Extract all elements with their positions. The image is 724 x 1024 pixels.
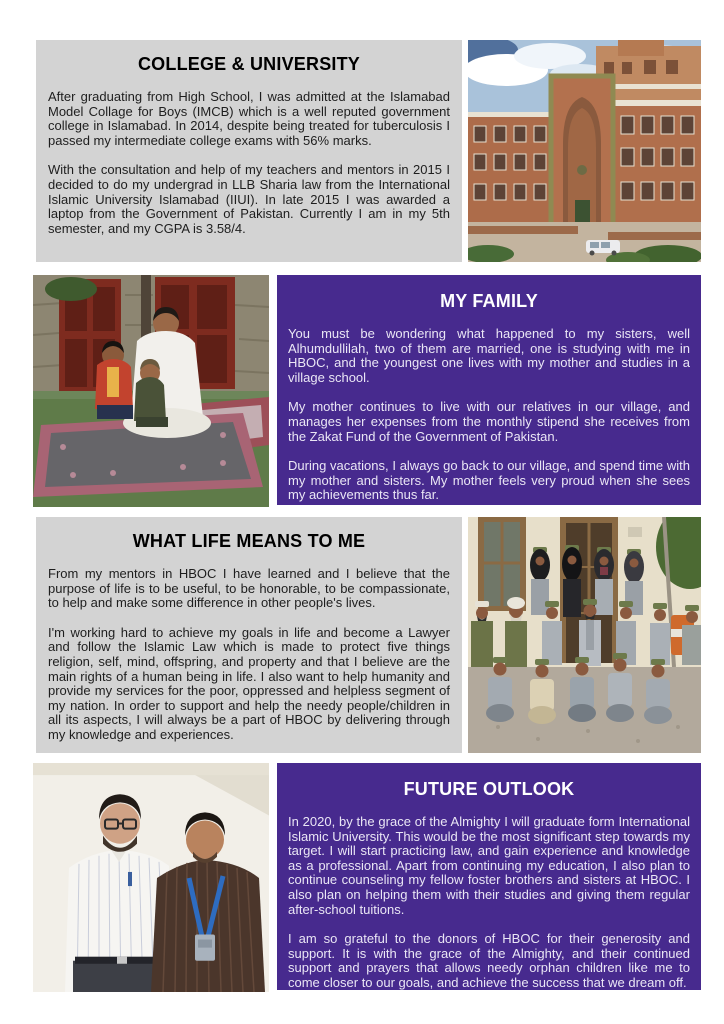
family-photo <box>33 275 269 507</box>
two-students-photo <box>33 763 269 992</box>
paragraph: With the consultation and help of my teachers and mentors in 2015 I decided to do my undergrad in LLB Sharia law from the International Islamic University Islamabad (IIUI). In late 2015 I was awarded a laptop from the Government of Pakistan. Currently I am in my 5th semester, and my CGPA is 3.58/4. <box>48 162 450 236</box>
section-title: FUTURE OUTLOOK <box>403 779 575 799</box>
paragraph: My mother continues to live with our relatives in our village, and manages her expenses from the monthly stipend she receives from the Zakat Fund of the Government of Pakistan. <box>288 399 690 444</box>
paragraph: I'm working hard to achieve my goals in life and become a Lawyer and follow the Islamic Law which is made to protect five things religion, self, mind, offspring, and property and that I believe are the main rights of a human being in life. I also want to help humanity and provide my services for the poor, oppressed and helpless segment of my nation. In order to support and help the needy people/children in all its aspects, I will always be a part of HBOC by delivering through my knowledge and experiences. <box>48 624 450 742</box>
paragraph: In 2020, by the grace of the Almighty I will graduate form International Islamic University. This would be the most significant step towards my target. I will start practicing law, and gain experience and knowledge as a professional. Apart from continuing my education, I also plan to continue counseling my fellow foster brothers and sisters at HBOC. I also plan on helping them with their studies and giving them regular after-school tuitions. <box>288 814 690 917</box>
volunteer-group-photo <box>468 517 701 753</box>
section-my-family-panel <box>277 275 701 505</box>
section-future-outlook-panel <box>277 763 701 990</box>
section-what-life-means-panel <box>36 517 462 753</box>
family-illustration <box>33 275 269 507</box>
paragraph: After graduating from High School, I was admitted at the Islamabad Model Collage for Boys (IMCB) which is a well reputed government college in Islamabad. In 2014, despite being treated for tuberculosis I passed my intermediate college exams with 56% marks. <box>48 89 450 148</box>
university-building-illustration <box>468 40 701 262</box>
section-title: MY FAMILY <box>440 291 538 311</box>
university-building-photo <box>468 40 701 262</box>
section-title: WHAT LIFE MEANS TO ME <box>132 531 366 551</box>
paragraph: From my mentors in HBOC I have learned and I believe that the purpose of life is to be useful, to be honorable, to be compassionate, to help and make some difference in other people's lives. <box>48 566 450 611</box>
section-title: COLLEGE & UNIVERSITY <box>137 54 361 74</box>
volunteer-group-illustration <box>468 517 701 753</box>
section-college-university-panel <box>36 40 462 262</box>
paragraph: During vacations, I always go back to our village, and spend time with my mother and sisters. My mother feels very proud when she sees my achievements thus far. <box>288 458 690 503</box>
paragraph: You must be wondering what happened to my sisters, well Alhumdullilah, two of them are married, one is studying with me in HBOC, and the youngest one lives with my mother and studies in a village school. <box>288 326 690 385</box>
paragraph: I am so grateful to the donors of HBOC for their generosity and support. It is with the grace of the Almighty, and their continued support and prayers that allows needy orphan children like me to come closer to our goals, and achieve the success that we dream off. <box>288 931 690 990</box>
two-students-illustration <box>33 763 269 992</box>
